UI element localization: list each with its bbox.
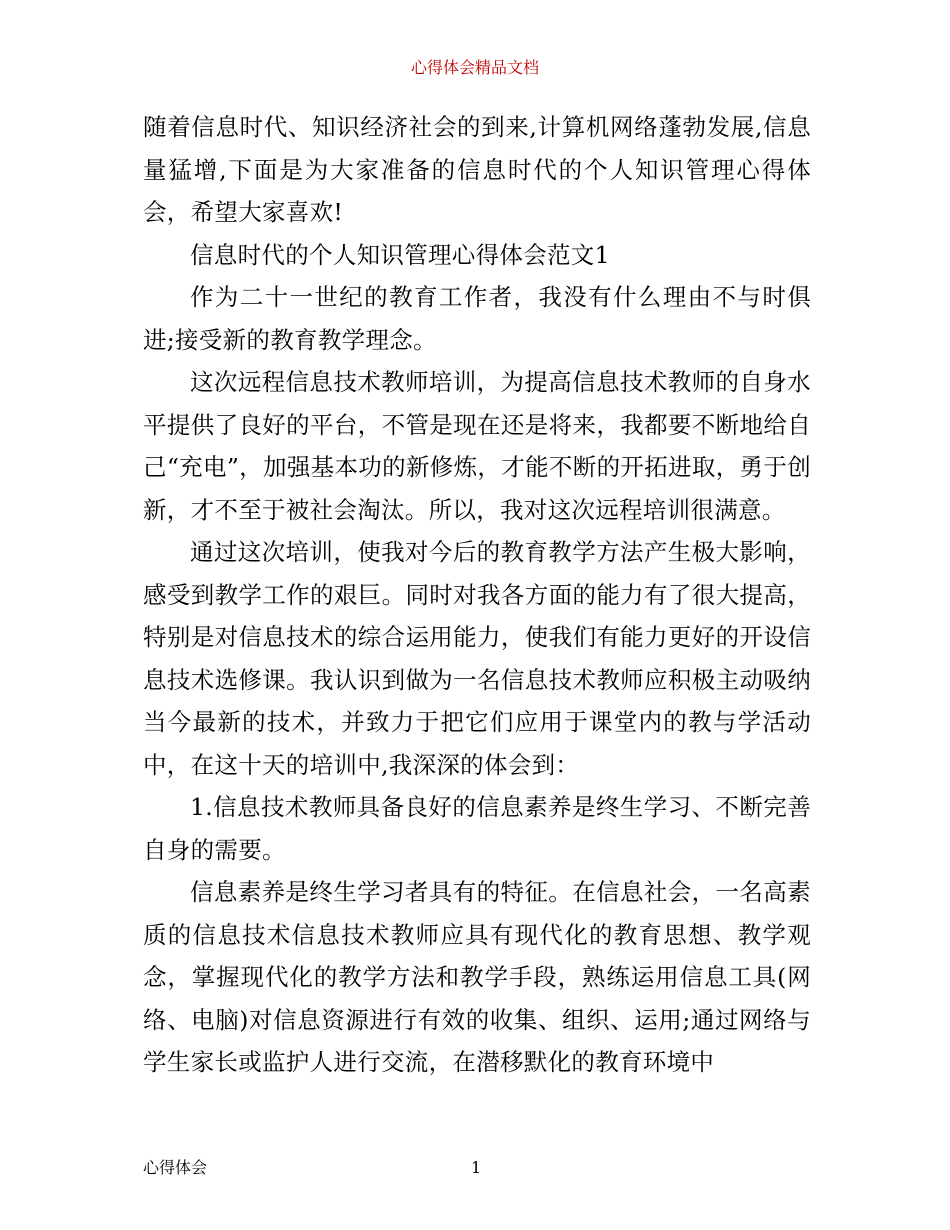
document-body	[143, 106, 811, 1084]
intro-paragraph: 随着信息时代、知识经济社会的到来,计算机网络蓬勃发展,信息量猛增,下面是为大家准备的信息时代的个人知识管理心得体会，希望大家喜欢!	[143, 113, 811, 226]
page-number: 1	[471, 1158, 482, 1177]
paragraph: 通过这次培训，使我对今后的教育教学方法产生极大影响，感受到教学工作的艰巨。同时对我各方面的能力有了很大提高，特别是对信息技术的综合运用能力，使我们有能力更好的开设信息技术选修课。我认识到做为一名信息技术教师应积极主动吸纳当今最新的技术，并致力于把它们应用于课堂内的教与学活动中，在这十天的培训中,我深深的体会到：	[143, 538, 811, 779]
paragraph: 作为二十一世纪的教育工作者，我没有什么理由不与时俱进;接受新的教育教学理念。	[143, 283, 811, 354]
paragraph: 这次远程信息技术教师培训，为提高信息技术教师的自身水平提供了良好的平台，不管是现在还是将来，我都要不断地给自己“充电”，加强基本功的新修炼，才能不断的开拓进取，勇于创新，才不至于被社会淘汰。所以，我对这次远程培训很满意。	[143, 368, 811, 524]
section-heading: 信息时代的个人知识管理心得体会范文1	[190, 240, 610, 269]
paragraph: 信息素养是终生学习者具有的特征。在信息社会，一名高素质的信息技术信息技术教师应具有现代化的教育思想、教学观念，掌握现代化的教学方法和教学手段，熟练运用信息工具(网络、电脑)对信息资源进行有效的收集、组织、运用;通过网络与学生家长或监护人进行交流，在潜移默化的教育环境中	[143, 878, 811, 1076]
footer-label: 心得体会	[143, 1158, 208, 1177]
page-header: 心得体会精品文档	[410, 58, 539, 77]
numbered-point: 1.信息技术教师具备良好的信息素养是终生学习、不断完善自身的需要。	[143, 793, 811, 864]
